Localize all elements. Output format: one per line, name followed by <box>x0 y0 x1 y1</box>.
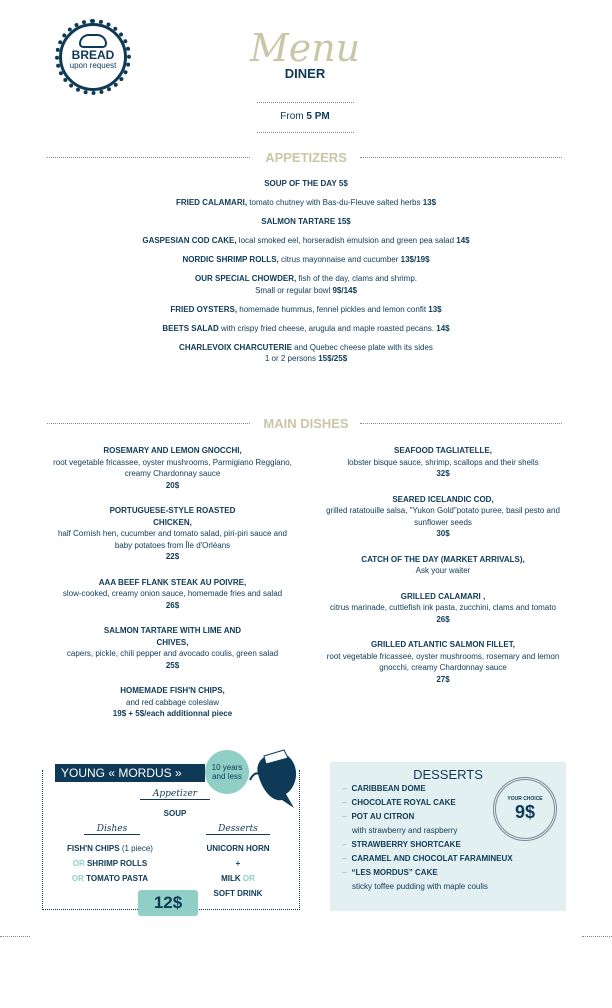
appetizer-item <box>0 254 612 266</box>
item-name: FRIED CALAMARI, <box>175 198 248 207</box>
item-description: and Quebec cheese plate with its sides <box>291 342 433 352</box>
bread-badge <box>55 19 131 95</box>
dash-icon: – <box>342 798 347 807</box>
dessert-name: “LES MORDUS” CAKE <box>351 868 438 877</box>
item-name: SOUP OF THE DAY <box>264 179 337 188</box>
main-dish-item <box>318 554 568 577</box>
item-description: citrus marinade, cuttlefish ink pasta, zucchini, clams and tomato <box>330 603 556 612</box>
main-dishes-right <box>318 445 568 699</box>
appetizer-item <box>0 216 612 228</box>
item-description: local smoked eel, horseradish emulsion and green pea salad <box>236 236 455 245</box>
your-choice-seal <box>493 777 557 841</box>
kids-price-banner: 12$ <box>138 890 198 916</box>
dash-icon: – <box>342 840 347 849</box>
dash-icon: – <box>342 812 347 821</box>
appetizer-item <box>0 342 612 365</box>
item-name: BEETS SALAD <box>162 323 219 333</box>
main-dish-item <box>50 685 295 720</box>
kids-drink: MILK <box>221 874 241 883</box>
badge-subtitle: upon request <box>69 61 117 70</box>
main-dishes-left <box>50 445 295 734</box>
main-dish-item <box>318 639 568 685</box>
item-price: 14$ <box>456 236 470 245</box>
dessert-description: with strawberry and raspberry <box>352 826 458 835</box>
main-dish-item <box>318 445 568 480</box>
main-dish-item <box>318 591 568 626</box>
item-name: PORTUGUESE-STYLE ROASTED CHICKEN, <box>109 506 236 527</box>
service-hours <box>230 111 380 122</box>
divider <box>360 423 562 424</box>
dash-icon: – <box>342 784 347 793</box>
dessert-description: sticky toffee pudding with maple coulis <box>352 882 488 891</box>
kids-dish: SHRIMP ROLLS <box>86 859 148 868</box>
appetizer-item <box>0 178 612 190</box>
item-price: 20$ <box>165 480 180 490</box>
kids-dish: FISH'N CHIPS <box>67 844 120 853</box>
appetizers-list <box>0 178 612 372</box>
item-description: with crispy fried cheese, arugula and maple roasted pecans. <box>218 323 435 333</box>
item-price: 15$/25$ <box>318 354 348 363</box>
appetizer-item <box>0 197 612 209</box>
divider <box>360 157 562 158</box>
item-price: 14$ <box>436 323 450 333</box>
kids-desserts-label: Desserts <box>206 824 270 835</box>
kids-dessert: UNICORN HORN <box>206 844 270 853</box>
item-description: and red cabbage coleslaw <box>126 697 219 707</box>
menu-title: Menu <box>249 26 361 70</box>
item-description: fish of the day, clams and shrimp. <box>296 274 417 283</box>
dessert-name: CARAMEL AND CHOCOLAT FARAMINEUX <box>351 854 513 863</box>
item-price: 22$ <box>165 552 180 561</box>
item-description: root vegetable fricassee, oyster mushrooms, rosemary and lemon gnocchi, creamy Chardonnay sauce <box>326 651 560 672</box>
main-dish-item <box>50 445 295 491</box>
item-description: Small or regular bowl <box>255 285 331 295</box>
menu-subtitle: DINER <box>284 66 326 81</box>
fish-mascot-icon <box>248 746 308 812</box>
or-label: OR <box>242 874 255 883</box>
item-description: root vegetable fricassee, oyster mushrooms, Parmigiano Reggiano, creamy Chardonnay sauce <box>53 457 292 478</box>
item-price: 5$ <box>338 179 348 188</box>
appetizer-item <box>0 273 612 296</box>
item-description: half Cornish hen, cucumber and tomato salad, piri-piri sauce and baby potatoes from Île d'Orléans <box>57 529 287 550</box>
item-description: homemade hummus, fennel pickles and lemon confit <box>237 304 427 314</box>
divider <box>582 936 612 937</box>
item-name: SALMON TARTARE <box>261 217 336 226</box>
item-price: 26$ <box>436 614 450 624</box>
kids-dish: TOMATO PASTA <box>86 874 149 883</box>
dessert-name: POT AU CITRON <box>351 812 415 821</box>
or-label: OR <box>72 859 85 868</box>
appetizer-item <box>0 323 612 335</box>
item-name: SEARED ICELANDIC COD, <box>392 494 494 504</box>
main-dish-item <box>50 577 295 612</box>
choice-label: YOUR CHOICE <box>507 796 543 802</box>
kids-appetizer-label: Appetizer <box>140 789 210 800</box>
divider <box>257 132 354 133</box>
or-label: OR <box>71 874 84 883</box>
appetizer-item <box>0 304 612 316</box>
divider <box>257 102 354 103</box>
kids-desserts <box>196 841 280 901</box>
bread-icon <box>79 34 107 48</box>
item-name: CHARLEVOIX CHARCUTERIE <box>179 342 292 352</box>
item-name: FRIED OYSTERS, <box>170 304 238 314</box>
item-price: 26$ <box>165 600 180 610</box>
item-description: citrus mayonnaise and cucumber <box>278 255 399 264</box>
main-dish-item <box>50 505 295 563</box>
item-name: GASPESIAN COD CAKE, <box>142 236 237 245</box>
appetizers-heading: APPETIZERS <box>265 150 347 165</box>
kids-menu-title: YOUNG « MORDUS » <box>55 764 205 782</box>
divider <box>0 936 30 937</box>
kids-age-badge: 10 years and less <box>205 750 249 794</box>
item-name: SEAFOOD TAGLIATELLE, <box>394 446 492 455</box>
item-price: 27$ <box>436 674 450 684</box>
dash-icon: – <box>342 868 347 877</box>
dessert-price: 9$ <box>514 802 536 822</box>
item-price: 13$ <box>428 304 442 314</box>
item-name: AAA BEEF FLANK STEAK AU POIVRE, <box>98 577 247 587</box>
kids-dishes-label: Dishes <box>84 824 140 835</box>
item-description: Ask your waiter <box>415 566 471 575</box>
item-price: 9$/14$ <box>332 285 357 295</box>
item-price: 32$ <box>436 469 450 478</box>
main-dish-item <box>318 494 568 540</box>
item-price: 25$ <box>165 660 180 670</box>
item-price: 15$ <box>337 217 351 226</box>
kids-dish-note: (1 piece) <box>121 844 153 853</box>
item-description: lobster bisque sauce, shrimp, scallops and their shells <box>347 457 539 467</box>
appetizer-item <box>0 235 612 247</box>
item-name: HOMEMADE FISH'N CHIPS, <box>120 686 225 695</box>
dessert-item <box>342 852 566 866</box>
dessert-name: CHOCOLATE ROYAL CAKE <box>351 798 456 807</box>
item-price: 19$ + 5$/each additionnal piece <box>112 709 233 718</box>
item-name: SALMON TARTARE WITH LIME AND CHIVES, <box>103 626 242 647</box>
item-description: tomato chutney with Bas-du-Fleuve salted herbs <box>247 198 421 207</box>
item-description: grilled ratatouille salsa, "Yukon Gold"potato puree, basil pesto and sunflower seeds <box>326 506 560 527</box>
item-price: 13$ <box>422 198 437 207</box>
item-price: 30$ <box>436 529 450 538</box>
kids-dishes <box>50 841 170 886</box>
item-description: 1 or 2 persons <box>264 354 316 363</box>
item-name: GRILLED ATLANTIC SALMON FILLET, <box>371 640 515 649</box>
plus-label: + <box>235 859 241 868</box>
from-time: 5 PM <box>306 111 330 122</box>
item-price: 13$/19$ <box>400 255 430 264</box>
kids-appetizer: SOUP <box>163 809 187 818</box>
item-name: OUR SPECIAL CHOWDER, <box>195 274 297 283</box>
item-description: slow-cooked, creamy onion sauce, homemade fries and salad <box>62 589 283 598</box>
item-name: GRILLED CALAMARI , <box>400 591 486 601</box>
item-name: ROSEMARY AND LEMON GNOCCHI, <box>103 446 242 455</box>
main-dishes-heading: MAIN DISHES <box>263 416 349 431</box>
kids-drink: SOFT DRINK <box>213 889 263 898</box>
desserts-heading: DESSERTS <box>413 767 483 782</box>
from-label: From <box>280 111 304 122</box>
dessert-name: CARIBBEAN DOME <box>351 784 426 793</box>
dessert-name: STRAWBERRY SHORTCAKE <box>351 840 461 849</box>
item-description: capers, pickle, chili pepper and avocado coulis, green salad <box>66 649 279 658</box>
item-name: CATCH OF THE DAY (MARKET ARRIVALS), <box>361 554 525 564</box>
dash-icon: – <box>342 854 347 863</box>
badge-title: BREAD <box>71 48 115 62</box>
item-name: NORDIC SHRIMP ROLLS, <box>182 255 279 264</box>
dessert-item <box>342 866 566 894</box>
main-dish-item <box>50 625 295 671</box>
